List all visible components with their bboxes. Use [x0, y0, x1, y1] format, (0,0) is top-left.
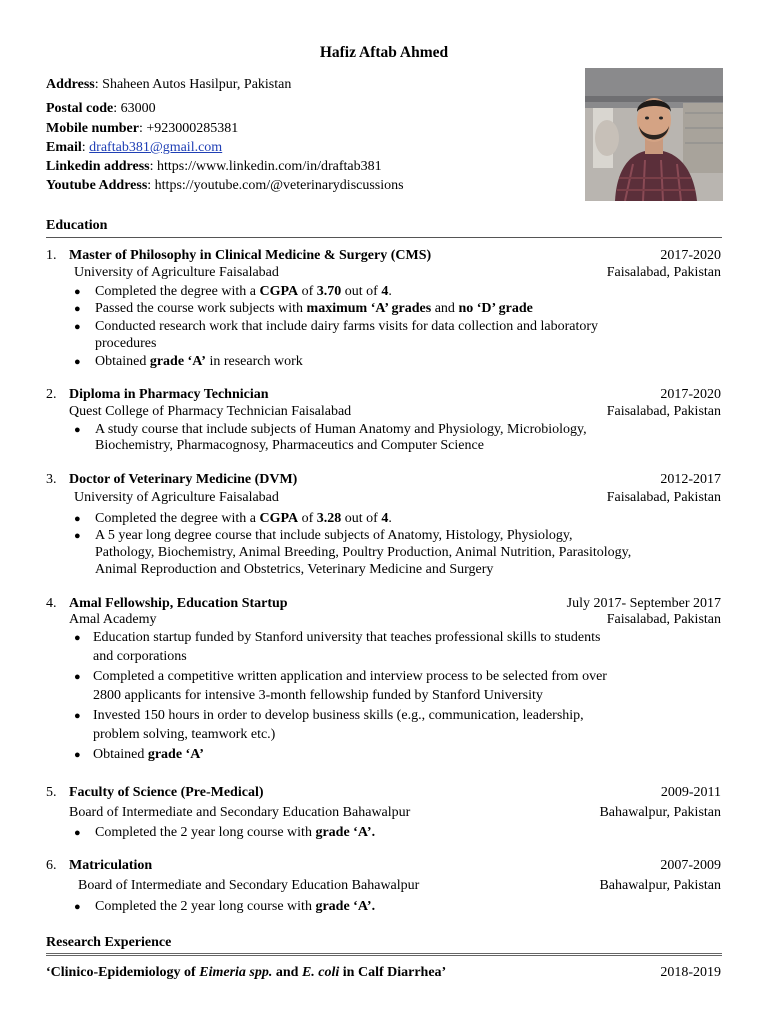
research-divider [46, 953, 722, 956]
education-3-title: Doctor of Veterinary Medicine (DVM) [69, 472, 298, 487]
education-2-title: Diploma in Pharmacy Technician [69, 387, 269, 402]
education-1-bullet-3-line-1: Conducted research work that include dairy farms visits for data collection and laboratory [95, 319, 599, 334]
email-line: Email: draftab381@gmail.com [46, 140, 223, 155]
education-3-location: Faisalabad, Pakistan [606, 490, 721, 505]
education-5-institution: Board of Intermediate and Secondary Education Bahawalpur [69, 805, 411, 820]
education-2-bullet-1-line-2: Biochemistry, Pharmacognosy, Pharmaceutics and Computer Science [95, 438, 484, 453]
education-2-bullet-1-line-1: A study course that include subjects of Human Anatomy and Physiology, Microbiology, [95, 422, 587, 437]
research-heading: Research Experience [46, 935, 172, 950]
education-5-title: Faculty of Science (Pre-Medical) [69, 785, 264, 800]
bullet-icon: ● [74, 356, 81, 368]
bullet-icon: ● [74, 710, 81, 722]
education-1-institution: University of Agriculture Faisalabad [74, 265, 279, 280]
education-3-dates: 2012-2017 [660, 472, 721, 487]
postal-code-line: Postal code: 63000 [46, 101, 156, 116]
education-1-bullet-3-line-2: procedures [95, 336, 157, 351]
address-line: Address: Shaheen Autos Hasilpur, Pakistan [46, 77, 292, 92]
education-6-dates: 2007-2009 [660, 858, 721, 873]
education-3-institution: University of Agriculture Faisalabad [74, 490, 279, 505]
education-1-title: Master of Philosophy in Clinical Medicine & Surgery (CMS) [69, 248, 432, 263]
education-6-location: Bahawalpur, Pakistan [599, 878, 721, 893]
bullet-icon: ● [74, 530, 81, 542]
education-2-institution: Quest College of Pharmacy Technician Faisalabad [69, 404, 352, 419]
bullet-icon: ● [74, 827, 81, 839]
bullet-icon: ● [74, 321, 81, 333]
bullet-icon: ● [74, 632, 81, 644]
education-4-title: Amal Fellowship, Education Startup [69, 596, 288, 611]
education-4-bullet-2-line-2: 2800 applicants for intensive 3-month fellowship funded by Stanford University [93, 688, 543, 703]
education-4-bullet-4: Obtained grade ‘A’ [93, 747, 204, 762]
bullet-icon: ● [74, 303, 81, 315]
education-3-bullet-1: Completed the degree with a CGPA of 3.28 out of 4. [95, 511, 392, 526]
education-3-bullet-2-line-2: Pathology, Biochemistry, Animal Breeding, Poultry Production, Animal Nutrition, Parasitology, [95, 545, 632, 560]
education-3-bullet-2-line-3: Animal Reproduction and Obstetrics, Veterinary Medicine and Surgery [95, 562, 494, 577]
bullet-icon: ● [74, 424, 81, 436]
education-1-bullet-2: Passed the course work subjects with maximum ‘A’ grades and no ‘D’ grade [95, 301, 533, 316]
education-4-bullet-1-line-1: Education startup funded by Stanford university that teaches professional skills to students [93, 630, 601, 645]
education-4-location: Faisalabad, Pakistan [606, 612, 721, 627]
candidate-name: Hafiz Aftab Ahmed [319, 44, 449, 61]
education-5-dates: 2009-2011 [660, 785, 721, 800]
education-4-institution: Amal Academy [69, 612, 157, 627]
education-3-bullet-2-line-1: A 5 year long degree course that include subjects of Anatomy, Histology, Physiology, [95, 528, 573, 543]
education-3-number: 3. [46, 472, 57, 487]
education-5-number: 5. [46, 785, 57, 800]
education-divider [46, 237, 722, 238]
education-2-number: 2. [46, 387, 57, 402]
education-4-bullet-2-line-1: Completed a competitive written application and interview process to be selected from over [93, 669, 607, 684]
bullet-icon: ● [74, 749, 81, 761]
bullet-icon: ● [74, 901, 81, 913]
education-1-bullet-1: Completed the degree with a CGPA of 3.70 out of 4. [95, 284, 392, 299]
mobile-line: Mobile number: +923000285381 [46, 121, 239, 136]
education-1-location: Faisalabad, Pakistan [606, 265, 721, 280]
youtube-line: Youtube Address: https://youtube.com/@veterinarydiscussions [46, 178, 404, 193]
profile-photo [585, 68, 723, 201]
bullet-icon: ● [74, 671, 81, 683]
education-4-bullet-3-line-1: Invested 150 hours in order to develop business skills (e.g., communication, leadership, [93, 708, 584, 723]
education-6-title: Matriculation [69, 858, 153, 873]
education-6-bullet-1: Completed the 2 year long course with grade ‘A’. [95, 899, 376, 914]
education-1-number: 1. [46, 248, 57, 263]
profile-photo-image [585, 68, 723, 201]
research-dates: 2018-2019 [660, 965, 721, 980]
email-link[interactable]: draftab381@gmail.com [89, 140, 223, 155]
education-6-number: 6. [46, 858, 57, 873]
education-5-bullet-1: Completed the 2 year long course with grade ‘A’. [95, 825, 376, 840]
education-1-dates: 2017-2020 [660, 248, 721, 263]
education-4-bullet-1-line-2: and corporations [93, 649, 187, 664]
education-2-dates: 2017-2020 [660, 387, 721, 402]
bullet-icon: ● [74, 286, 81, 298]
education-4-dates: July 2017- September 2017 [566, 596, 721, 611]
education-1-bullet-4: Obtained grade ‘A’ in research work [95, 354, 303, 369]
education-5-location: Bahawalpur, Pakistan [599, 805, 721, 820]
education-heading: Education [46, 218, 108, 233]
bullet-icon: ● [74, 513, 81, 525]
education-2-location: Faisalabad, Pakistan [606, 404, 721, 419]
education-4-bullet-3-line-2: problem solving, teamwork etc.) [93, 727, 276, 742]
education-4-number: 4. [46, 596, 57, 611]
research-title: ‘Clinico-Epidemiology of Eimeria spp. and E. coli in Calf Diarrhea’ [46, 965, 447, 980]
education-6-institution: Board of Intermediate and Secondary Education Bahawalpur [78, 878, 420, 893]
linkedin-line: Linkedin address: https://www.linkedin.com/in/draftab381 [46, 159, 382, 174]
